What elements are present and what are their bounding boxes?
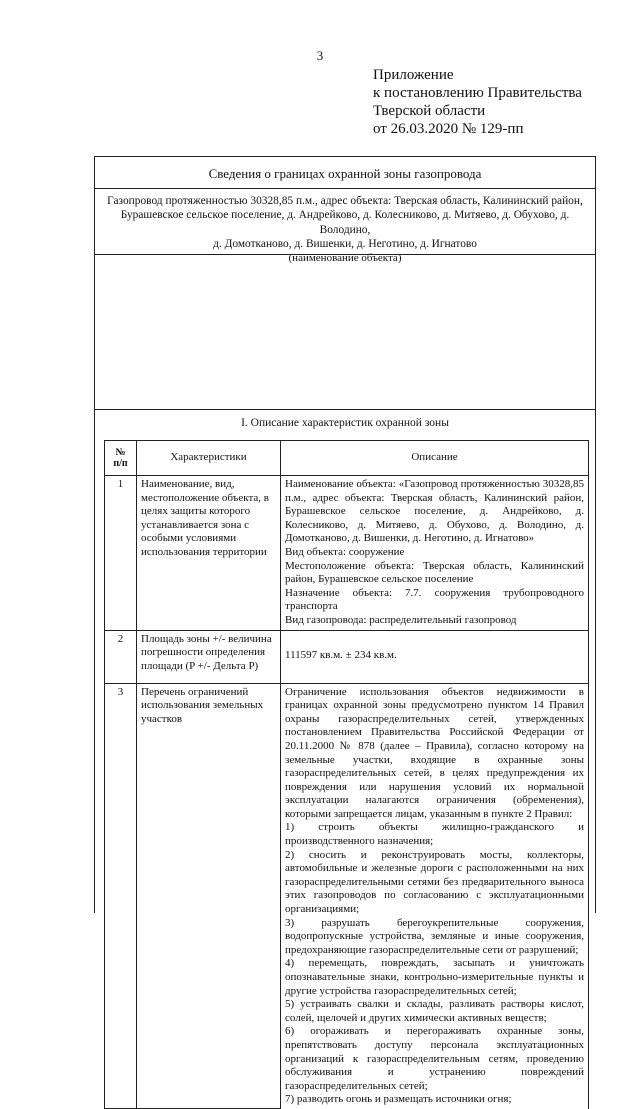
object-line: Бурашевское сельское поселение, д. Андрейково, д. Колесниково, д. Митяево, д. Обухово, д. Володино, [120, 209, 570, 236]
description-line: 6) огораживать и перегораживать охранные зоны, препятствовать доступу персонала эксплуатационных организаций к газораспределительным сетям, проведению обслуживания и устранению повреждений газораспределительных сетей; [285, 1025, 584, 1092]
description-line: Наименование объекта: «Газопровод протяженностью 30328,85 п.м., адрес объекта: Тверская область, Калининский район, Бурашевское сельское поселение, д. Андрейково, д. Колесниково, д. Митяево, д. Обухово, д. Володино, д. Домотканово, д. Вишенки, д. Неготино, д. Игнатово» [285, 478, 584, 545]
divider [95, 409, 595, 410]
description-line: Назначение объекта: 7.7. сооружения трубопроводного транспорта [285, 586, 584, 613]
appendix-line: Приложение [373, 67, 454, 83]
appendix-line: к постановлению Правительства [373, 85, 582, 101]
description-line: 2) сносить и реконструировать мосты, коллекторы, автомобильные и железные дороги с расположенными на них газораспределительными сетями без предварительного выноса этих газопроводов по согласованию с эксплуатационными организациями; [285, 848, 584, 916]
header-no [105, 441, 137, 476]
table-row [105, 683, 589, 1109]
header-characteristic: Характеристики [137, 441, 281, 476]
section-title: I. Описание характеристик охранной зоны [241, 417, 449, 429]
description-line: 7) разводить огонь и размещать источники огня; [285, 1093, 512, 1106]
description-line: 5) устраивать свалки и склады, разливать растворы кислот, солей, щелочей и других химически активных веществ; [285, 998, 584, 1024]
appendix-header [373, 66, 582, 138]
row-number: 2 [105, 630, 137, 683]
area-value: 111597 кв.м. ± 234 кв.м. [285, 648, 397, 661]
document-title: Сведения о границах охранной зоны газопровода [208, 166, 482, 181]
appendix-line: от 26.03.2020 № 129-пп [373, 121, 524, 137]
document-frame [94, 156, 596, 1106]
table-row [105, 630, 589, 683]
header-description: Описание [281, 441, 589, 476]
row-characteristic: Перечень ограничений использования земельных участков [137, 683, 281, 1109]
row-number: 1 [105, 476, 137, 631]
row-description [281, 683, 589, 1109]
divider [95, 188, 595, 189]
table-header-row [105, 441, 589, 476]
object-line: д. Домотканово, д. Вишенки, д. Неготино, д. Игнатово [213, 237, 477, 250]
table-row [105, 476, 589, 631]
description-line: 4) перемещать, повреждать, засыпать и уничтожать опознавательные знаки, контрольно-измерительные пункты и другие устройства газораспределительных сетей; [285, 957, 584, 997]
object-line: Газопровод протяженностью 30328,85 п.м., адрес объекта: Тверская область, Калининский район, [107, 195, 583, 207]
row-description [281, 630, 589, 683]
description-line: 1) строить объекты жилищно-гражданского и производственного назначения; [285, 821, 584, 848]
page-number: 3 [316, 48, 324, 63]
row-description [281, 476, 589, 631]
description-line: Вид объекта: сооружение [285, 545, 405, 558]
row-characteristic: Наименование, вид, местоположение объекта, в целях защиты которого устанавливается зона с особыми условиями использования территории [137, 476, 281, 631]
row-characteristic: Площадь зоны +/- величина погрешности определения площади (P +/- Дельта P) [137, 630, 281, 683]
header-no-label: № п/п [113, 447, 128, 469]
description-line: Местоположение объекта: Тверская область, Калининский район, Бурашевское сельское поселение [285, 559, 584, 586]
characteristics-table [104, 440, 589, 1109]
appendix-line: Тверской области [373, 103, 486, 119]
object-caption: (наименование объекта) [288, 252, 402, 265]
description-line: Вид газопровода: распределительный газопровод [285, 613, 517, 626]
description-line: Ограничение использования объектов недвижимости в границах охранной зоны предусмотрено пунктом 14 Правил охраны газораспределительных сетей, утвержденных постановлением Правительства Российской Федерации от 20.11.2000 № 878 (далее – Правила), согласно которому на земельные участки, входящие в охранные зоны газораспределительных сетей, в целях предупреждения их повреждения или нарушения условий их нормальной эксплуатации налагаются ограничения (обременения), которыми запрещается лицам, указанным в пункте 2 Правил: [285, 685, 584, 820]
description-line: 3) разрушать берегоукрепительные сооружения, водопропускные устройства, земляные и иные сооружения, предохраняющие газораспределительные сети от разрушений; [285, 916, 584, 956]
row-number: 3 [105, 683, 137, 1109]
divider [95, 254, 595, 255]
